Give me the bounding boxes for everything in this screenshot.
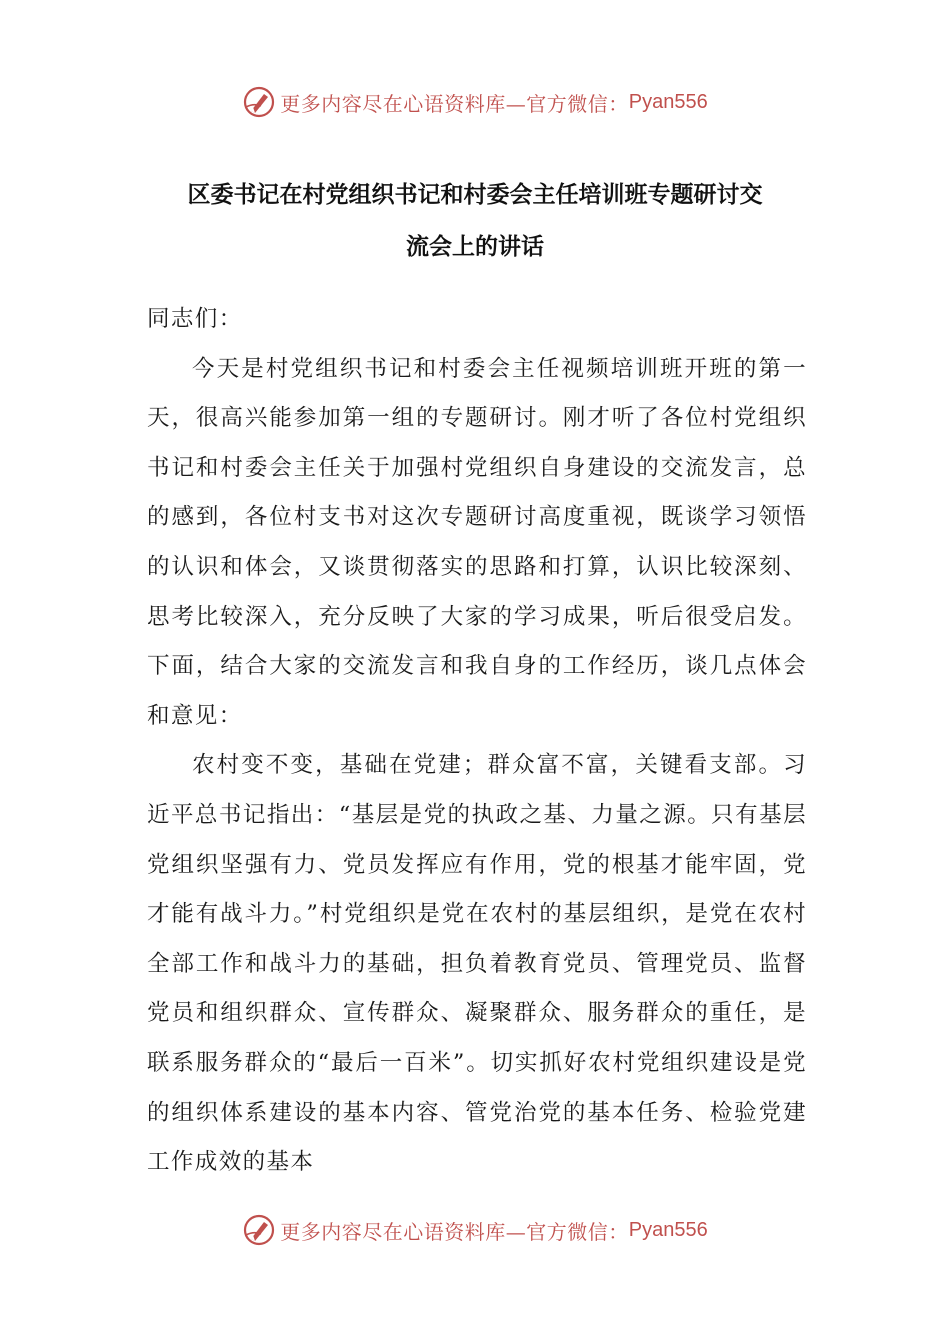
document-body	[147, 295, 807, 1188]
watermark-wechat-id: Pyan556	[628, 90, 708, 113]
document-title-line-1: 区委书记在村党组织书记和村委会主任培训班专题研讨交	[187, 182, 763, 208]
pen-circle-logo-icon	[242, 1213, 276, 1247]
pen-circle-logo-icon	[242, 85, 276, 119]
watermark-banner-top	[0, 82, 950, 122]
watermark-wechat-id: Pyan556	[628, 1218, 708, 1241]
watermark-banner-bottom	[0, 1210, 950, 1250]
salutation: 同志们：	[147, 306, 243, 332]
paragraph: 农村变不变，基础在党建；群众富不富，关键看支部。习近平总书记指出：“基层是党的执政之基、力量之源。只有基层党组织坚强有力、党员发挥应有作用，党的根基才能牢固，党才能有战斗力。”村党组织是党在农村的基层组织，是党在农村全部工作和战斗力的基础，担负着教育党员、管理党员、监督党员和组织群众、宣传群众、凝聚群众、服务群众的重任，是联系服务群众的“最后一百米”。切实抓好农村党组织建设是党的组织体系建设的基本内容、管党治党的基本任务、检验党建工作成效的基本	[147, 752, 807, 1176]
watermark-text: 更多内容尽在心语资料库—官方微信：	[280, 91, 629, 116]
watermark-text: 更多内容尽在心语资料库—官方微信：	[280, 1219, 629, 1244]
document-title-line-2: 流会上的讲话	[406, 234, 544, 260]
paragraph: 今天是村党组织书记和村委会主任视频培训班开班的第一天，很高兴能参加第一组的专题研讨。刚才听了各位村党组织书记和村委会主任关于加强村党组织自身建设的交流发言，总的感到，各位村支书对这次专题研讨高度重视，既谈学习领悟的认识和体会，又谈贯彻落实的思路和打算，认识比较深刻、思考比较深入，充分反映了大家的学习成果，听后很受启发。下面，结合大家的交流发言和我自身的工作经历，谈几点体会和意见：	[147, 355, 807, 729]
